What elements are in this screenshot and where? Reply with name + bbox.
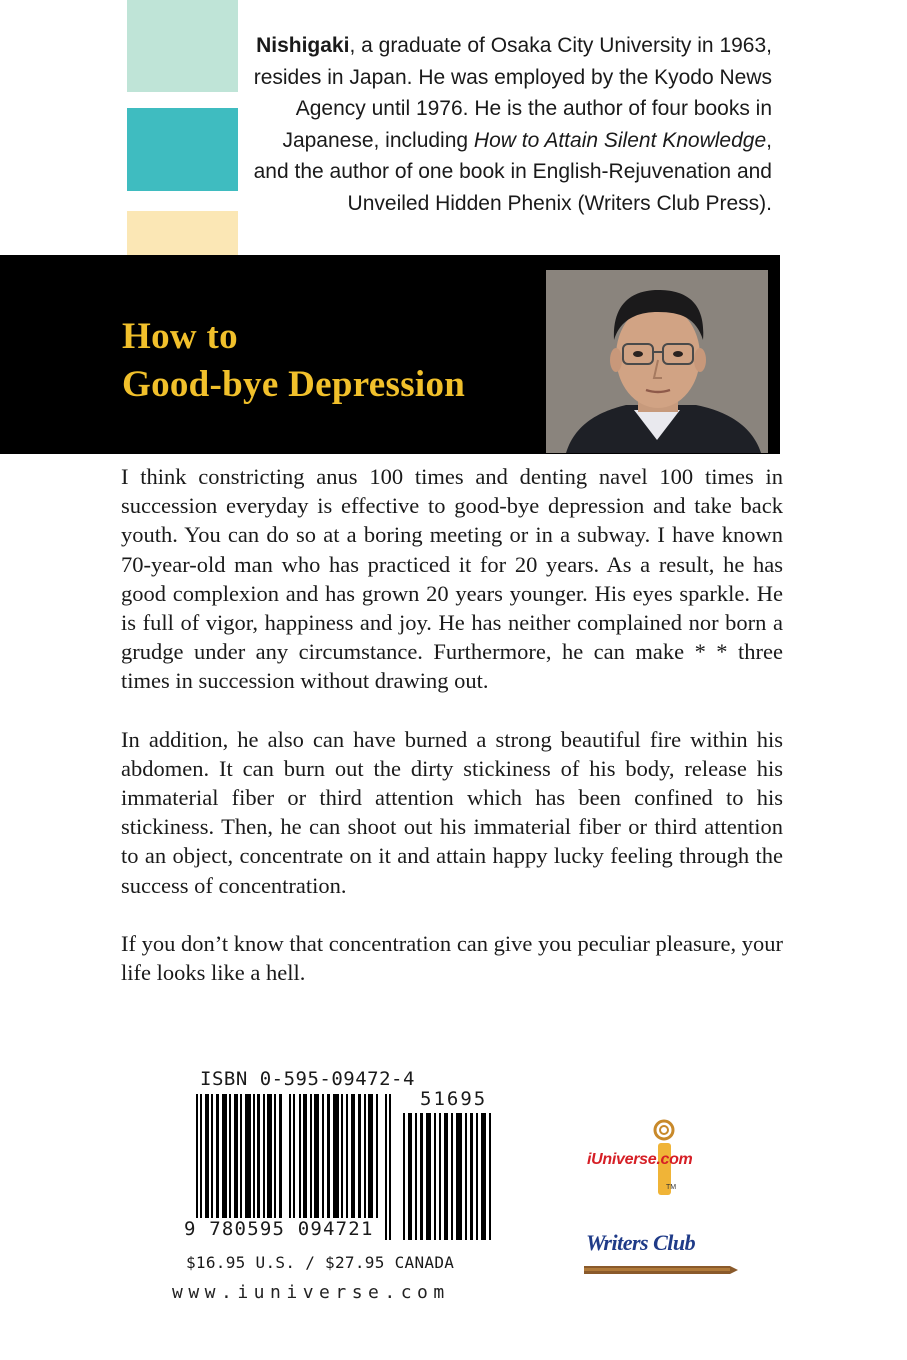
title-line-2: Good-bye Depression [122, 364, 466, 405]
book-title-heading [122, 313, 465, 409]
writers-club-logo-text: Writers Club [586, 1230, 696, 1255]
iuniverse-logo-text: iUniverse.com [587, 1151, 693, 1168]
title-band [0, 255, 780, 454]
barcode-addon-number: 51695 [420, 1088, 488, 1110]
isbn-label: ISBN 0-595-09472-4 [200, 1068, 415, 1090]
description-paragraph-3: If you don’t know that concentration can give you peculiar pleasure, your life looks like a hell. [121, 930, 783, 986]
author-bio [250, 30, 772, 219]
author-name: Nishigaki [256, 34, 350, 57]
price-addon-barcode [403, 1113, 495, 1240]
back-cover-description [121, 462, 783, 1016]
ean-number: 9 780595 094721 [184, 1218, 374, 1240]
color-swatch-teal [127, 108, 238, 191]
book-title: How to Attain Silent Knowledge [473, 128, 767, 152]
description-paragraph-2: In addition, he also can have burned a strong beautiful fire within his abdomen. It can burn out the dirty stickiness of his body, release his immaterial fiber or third attention which has been confined to his stickiness. Then, he can shoot out his immaterial fiber or third attention to an object, concentrate on it and attain happy lucky feeling through the success of concentration. [121, 726, 783, 898]
author-photo [546, 270, 768, 453]
bio-text-2: , and the author of one book in English-Rejuvenation and Unveiled Hidden Phenix (Writers Club Press). [253, 128, 772, 215]
author-portrait-image [546, 270, 768, 453]
title-line-1: How to [122, 316, 238, 357]
price-label: $16.95 U.S. / $27.95 CANADA [186, 1253, 455, 1272]
website-url: www.iuniverse.com [172, 1282, 450, 1303]
bio-text-1: , a graduate of Osaka City University in 1963, resides in Japan. He was employed by the Kyodo News Agency until 1976. He is the author of four books in Japanese, including [253, 34, 772, 152]
description-paragraph-1: I think constricting anus 100 times and denting navel 100 times in succession everyday is effective to good-bye depression and take back youth. You can do so at a boring meeting or in a subway. I have known 70-year-old man who has practiced it for 20 years. As a result, he has good complexion and has grown 20 years younger. His eyes sparkle. He is full of vigor, happiness and joy. He has neither complained nor born a grudge under any circumstance. Furthermore, he can make * * three times in succession without drawing out. [121, 464, 783, 694]
color-swatch-mint [127, 0, 238, 92]
iuniverse-trademark: TM [666, 1184, 677, 1191]
